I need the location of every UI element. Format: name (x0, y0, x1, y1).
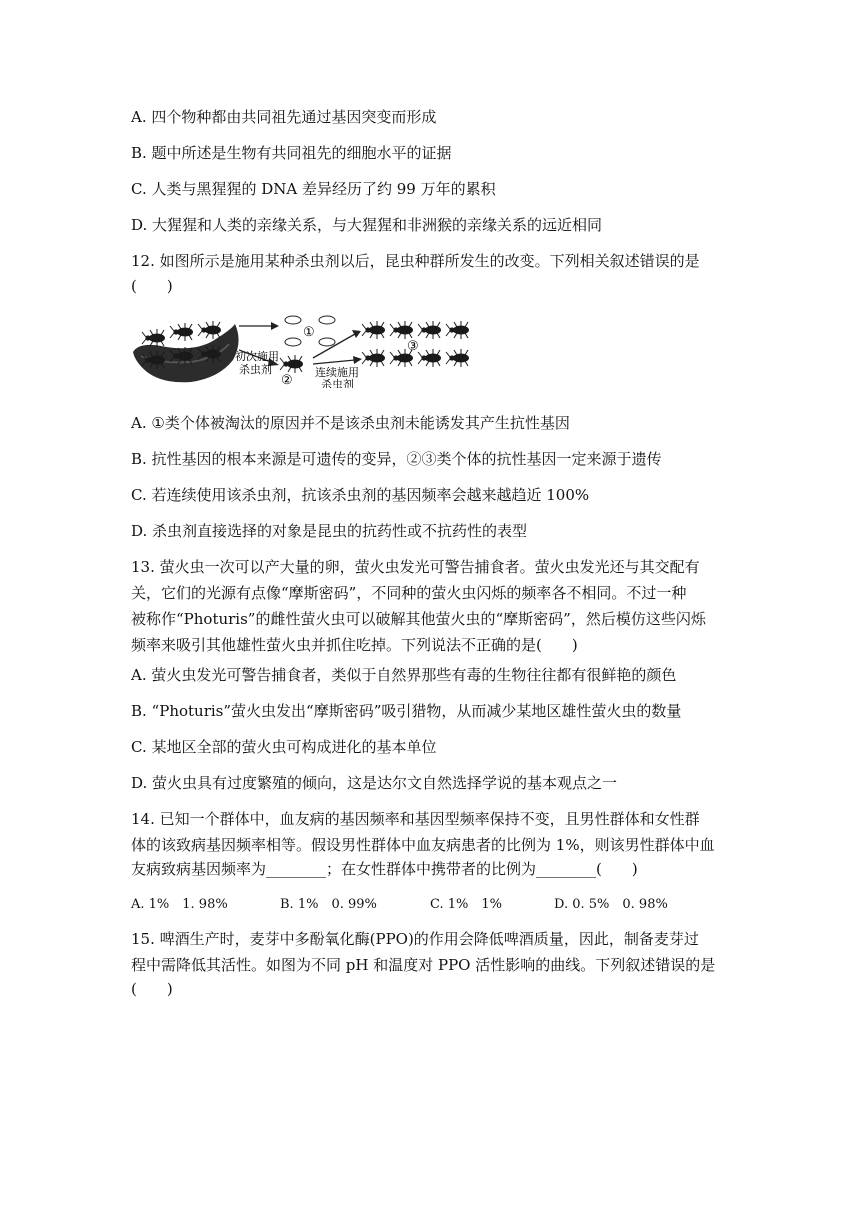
label-cont-line1: 连续施用 (315, 366, 359, 379)
q13-stem-line-1: 13. 萤火虫一次可以产大量的卵，萤火虫发光可警告捕食者。萤火虫发光还与其交配有 (131, 558, 700, 576)
mark-1: ① (303, 325, 315, 340)
label-first-line1: 初次施用 (235, 350, 279, 363)
q11-option-d: D. 大猩猩和人类的亲缘关系，与大猩猩和非洲猴的亲缘关系的远近相同 (131, 216, 603, 234)
q12-stem-line-2: ( ) (131, 277, 173, 295)
q12-option-a: A. ①类个体被淘汰的原因并不是该杀虫剂未能诱发其产生抗性基因 (131, 414, 570, 432)
q14-option-d: D. 0. 5% 0. 98% (554, 897, 668, 912)
q12-option-c: C. 若连续使用该杀虫剂，抗该杀虫剂的基因频率会越来越趋近 100% (131, 486, 590, 504)
q13-option-b: B. “Photuris”萤火虫发出“摩斯密码”吸引猎物，从而减少某地区雄性萤火虫的数量 (131, 702, 682, 720)
q13-stem-line-2: 关，它们的光源有点像“摩斯密码”，不同种的萤火虫闪烁的频率各不相同。不过一种 (131, 584, 687, 602)
label-cont-line2: 杀虫剂 (321, 378, 354, 388)
q14-stem-line-1: 14. 已知一个群体中，血友病的基因频率和基因型频率保持不变，且男性群体和女性群 (131, 810, 700, 828)
q15-stem-line-2: 程中需降低其活性。如图为不同 pH 和温度对 PPO 活性影响的曲线。下列叙述错误的是 (131, 956, 716, 974)
q11-option-c: C. 人类与黑猩猩的 DNA 差异经历了约 99 万年的累积 (131, 180, 496, 198)
q14-option-a: A. 1% 1. 98% (131, 897, 228, 912)
q15-stem-line-1: 15. 啤酒生产时，麦芽中多酚氧化酶(PPO)的作用会降低啤酒质量，因此，制备麦芽过 (131, 930, 699, 948)
q14-stem-line-2: 体的该致病基因频率相等。假设男性群体中血友病患者的比例为 1%，则该男性群体中血 (131, 836, 715, 854)
mark-2: ② (281, 373, 293, 388)
q14-option-c: C. 1% 1% (430, 897, 502, 912)
q13-option-c: C. 某地区全部的萤火虫可构成进化的基本单位 (131, 738, 437, 756)
mark-3: ③ (407, 339, 419, 354)
q13-option-d: D. 萤火虫具有过度繁殖的倾向，这是达尔文自然选择学说的基本观点之一 (131, 774, 618, 792)
q14-stem-line-3: 友病致病基因频率为________；在女性群体中携带者的比例为________( ) (131, 860, 638, 878)
q13-stem-line-3: 被称作“Photuris”的雌性萤火虫可以破解其他萤火虫的“摩斯密码”，然后模仿这些闪烁 (131, 610, 706, 628)
q12-option-b: B. 抗性基因的根本来源是可遗传的变异，②③类个体的抗性基因一定来源于遗传 (131, 450, 662, 468)
q11-option-a: A. 四个物种都由共同祖先通过基因突变而形成 (131, 108, 437, 126)
label-first-line2: 杀虫剂 (239, 363, 272, 376)
q13-option-a: A. 萤火虫发光可警告捕食者，类似于自然界那些有毒的生物往往都有很鲜艳的颜色 (131, 666, 677, 684)
q14-options-row (131, 893, 691, 913)
q11-option-b: B. 题中所述是生物有共同祖先的细胞水平的证据 (131, 144, 452, 162)
q13-stem-line-4: 频率来吸引其他雄性萤火虫并抓住吃掉。下列说法不正确的是( ) (131, 636, 578, 654)
q12-option-d: D. 杀虫剂直接选择的对象是昆虫的抗药性或不抗药性的表型 (131, 522, 528, 540)
q15-stem-line-3: ( ) (131, 980, 173, 998)
insecticide-selection-figure (131, 312, 479, 388)
q12-stem-line-1: 12. 如图所示是施用某种杀虫剂以后，昆虫种群所发生的改变。下列相关叙述错误的是 (131, 252, 700, 270)
figure-svg (131, 312, 479, 388)
q14-option-b: B. 1% 0. 99% (280, 897, 377, 912)
